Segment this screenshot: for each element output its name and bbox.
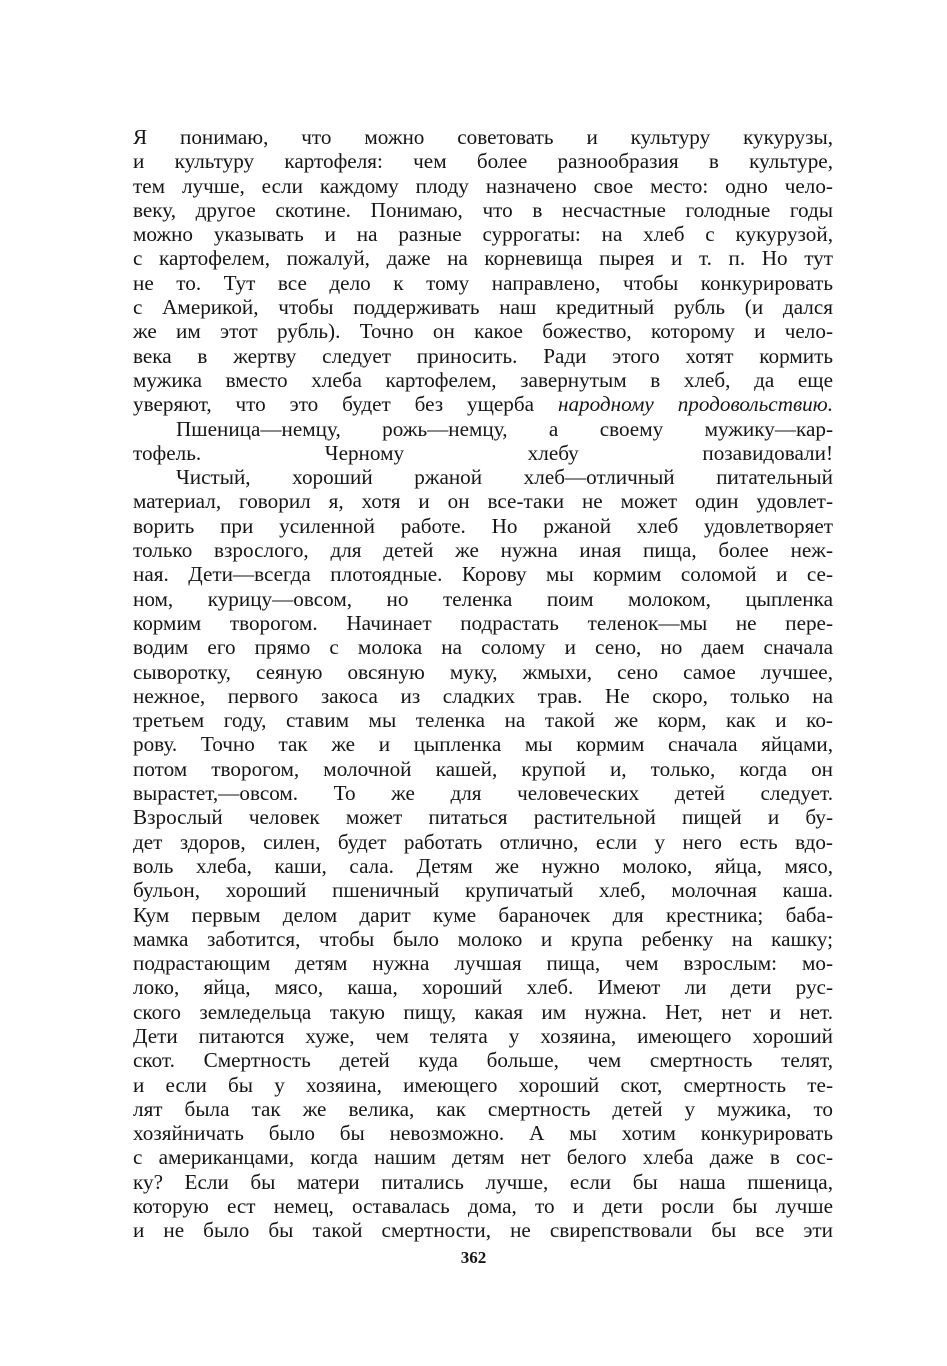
text-line-prefix: уверяют, что это будет без ущерба <box>133 392 558 417</box>
text-line: рову. Точно так же и цыпленка мы кормим сначала яйцами, <box>133 732 833 757</box>
text-line: же им этот рубль). Точно он какое божество, которому и чело- <box>133 319 833 344</box>
text-line: локо, яйца, мясо, каша, хороший хлеб. Имеют ли дети рус- <box>133 975 833 1000</box>
text-line: ном, курицу—овсом, но теленка поим молоком, цыпленка <box>133 586 833 611</box>
text-line: с картофелем, пожалуй, даже на корневища пырея и т. п. Но тут <box>133 246 833 271</box>
text-line: бульон, хороший пшеничный крупичатый хлеб, молочная каша. <box>133 878 833 903</box>
text-line: которую ест немец, оставалась дома, то и дети росли бы лучше <box>133 1194 833 1219</box>
text-line: с Америкой, чтобы поддерживать наш кредитный рубль (и дался <box>133 295 833 320</box>
paragraph <box>133 125 833 417</box>
text-line: кормим творогом. Начинает подрастать теленок—мы не пере- <box>133 610 833 635</box>
text-line: не то. Тут все дело к тому направлено, чтобы конкурировать <box>133 270 833 295</box>
text-line: и не было бы такой смертности, не свирепствовали бы все эти <box>133 1218 833 1243</box>
text-line: воль хлеба, каши, сала. Детям же нужно молоко, яйца, мясо, <box>133 853 833 878</box>
page-text <box>133 125 833 1243</box>
text-line: ского земледельца такую пищу, какая им нужна. Нет, нет и нет. <box>133 999 833 1024</box>
text-line: Взрослый человек может питаться растительной пищей и бу- <box>133 805 833 830</box>
text-line: лят была так же велика, как смертность детей у мужика, то <box>133 1096 833 1121</box>
text-line: и культуру картофеля: чем более разнообразия в культуре, <box>133 149 833 174</box>
text-line: дет здоров, силен, будет работать отлично, если у него есть вдо- <box>133 829 833 854</box>
text-line <box>133 392 833 416</box>
text-line: мамка заботится, чтобы было молоко и крупа ребенку на кашку; <box>133 926 833 951</box>
paragraph <box>133 465 833 1243</box>
text-line: скот. Смертность детей куда больше, чем смертность телят, <box>133 1048 833 1073</box>
text-line: Чистый, хороший ржаной хлеб—отличный питательный <box>176 465 833 490</box>
text-line: нежное, первого закоса из сладких трав. Не скоро, только на <box>133 683 833 708</box>
text-line: хозяйничать было бы невозможно. А мы хотим конкурировать <box>133 1121 833 1146</box>
text-line: только взрослого, для детей же нужна иная пища, более неж- <box>133 538 833 563</box>
text-line: материал, говорил я, хотя и он все-таки не может один удовлет- <box>133 489 833 514</box>
text-line: Пшеница—немцу, рожь—немцу, а своему мужику—кар- <box>176 416 833 441</box>
text-line: подрастающим детям нужна лучшая пища, чем взрослым: мо- <box>133 951 833 976</box>
text-line: ная. Дети—всегда плотоядные. Корову мы кормим соломой и се- <box>133 562 833 587</box>
text-line: Дети питаются хуже, чем телята у хозяина, имеющего хороший <box>133 1023 833 1048</box>
text-line: века в жертву следует приносить. Ради этого хотят кормить <box>133 343 833 368</box>
text-line: тофель. Черному хлебу позавидовали! <box>133 440 833 465</box>
text-line: Кум первым делом дарит куме бараночек для крестника; баба- <box>133 902 833 927</box>
text-line: потом творогом, молочной кашей, крупой и, только, когда он <box>133 756 833 781</box>
text-line: Я понимаю, что можно советовать и культуру кукурузы, <box>133 125 833 149</box>
text-line: ворить при усиленной работе. Но ржаной хлеб удовлетворяет <box>133 513 833 538</box>
text-line: сыворотку, сеяную овсяную муку, жмыхи, сено самое лучшее, <box>133 659 833 684</box>
text-line: тем лучше, если каждому плоду назначено свое место: одно чело- <box>133 173 833 198</box>
text-line: можно указывать и на разные суррогаты: на хлеб с кукурузой, <box>133 222 833 247</box>
text-line: с американцами, когда нашим детям нет белого хлеба даже в сос- <box>133 1145 833 1170</box>
text-line: веку, другое скотине. Понимаю, что в несчастные голодные годы <box>133 197 833 222</box>
text-line: ку? Если бы матери питались лучше, если бы наша пшеница, <box>133 1169 833 1194</box>
page-number: 362 <box>460 1248 487 1267</box>
text-line: третьем году, ставим мы теленка на такой же корм, как и ко- <box>133 708 833 733</box>
text-line: и если бы у хозяина, имеющего хороший скот, смертность те- <box>133 1072 833 1097</box>
text-line: водим его прямо с молока на солому и сено, но даем сначала <box>133 635 833 660</box>
emphasized-phrase: народному продовольствию. <box>557 392 833 417</box>
paragraph <box>133 417 833 466</box>
text-line: мужика вместо хлеба картофелем, завернутым в хлеб, да еще <box>133 367 833 392</box>
text-line: вырастет,—овсом. То же для человеческих детей следует. <box>133 781 833 806</box>
